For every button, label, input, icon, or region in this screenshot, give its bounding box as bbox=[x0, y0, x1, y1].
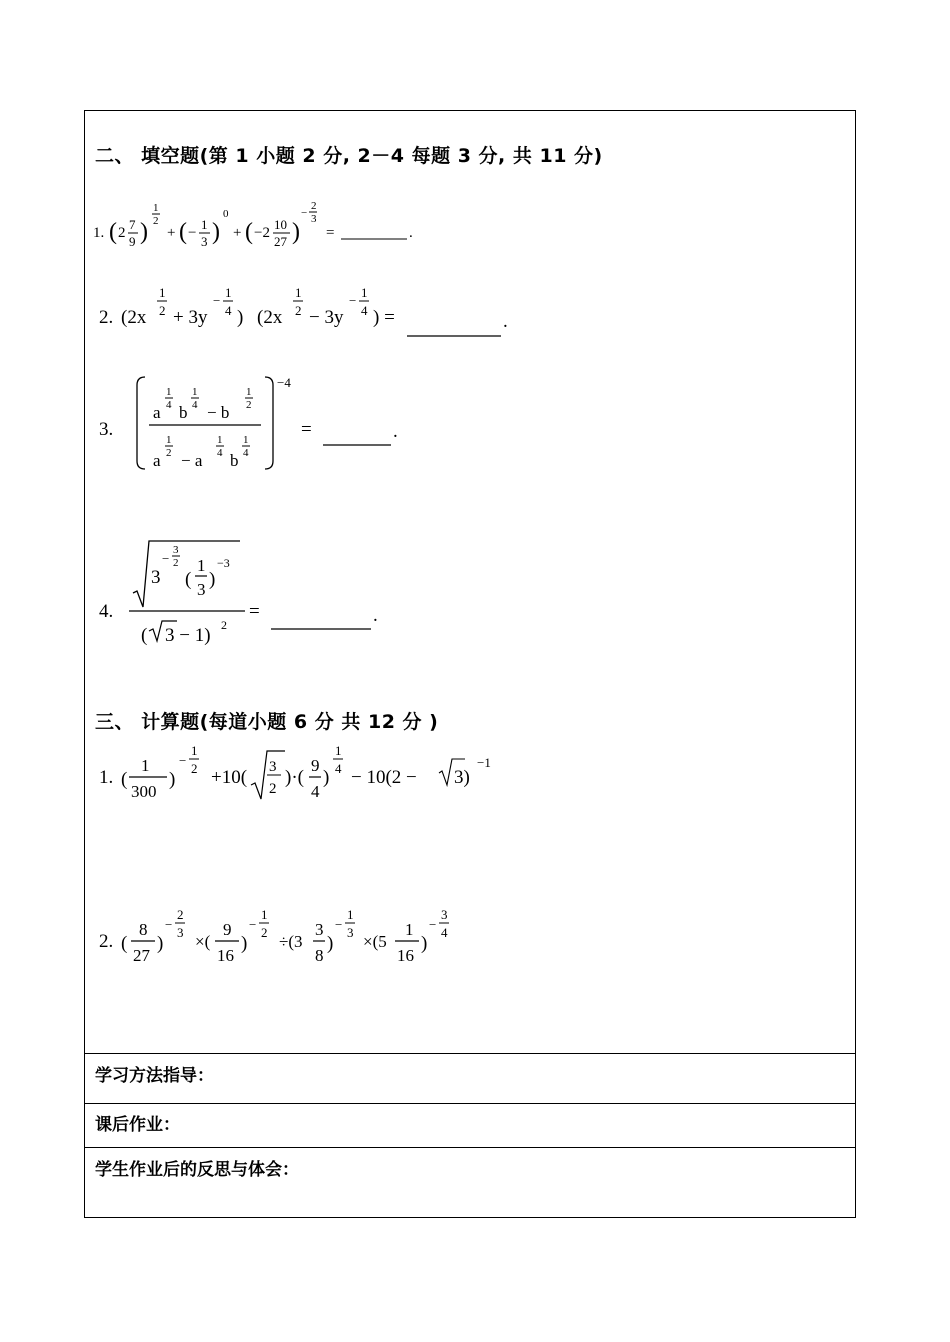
svg-text:1: 1 bbox=[192, 386, 198, 398]
svg-text:1: 1 bbox=[191, 743, 198, 758]
svg-text:8: 8 bbox=[315, 946, 324, 965]
s3-q2-equation bbox=[99, 901, 499, 973]
divider-reflection bbox=[85, 1147, 855, 1148]
svg-text:1: 1 bbox=[153, 202, 159, 214]
svg-text:(2x: (2x bbox=[257, 307, 283, 328]
svg-text:1: 1 bbox=[166, 386, 172, 398]
svg-text:2: 2 bbox=[295, 303, 302, 318]
svg-text:27: 27 bbox=[133, 946, 150, 965]
svg-text:−: − bbox=[213, 293, 221, 308]
svg-text:+: + bbox=[167, 225, 176, 241]
svg-text:1: 1 bbox=[347, 907, 354, 922]
svg-text:1: 1 bbox=[246, 386, 252, 398]
svg-text:1: 1 bbox=[335, 743, 342, 758]
svg-text:): ) bbox=[157, 933, 164, 954]
svg-text:3: 3 bbox=[201, 234, 208, 249]
svg-text:a: a bbox=[153, 451, 161, 470]
svg-text:4: 4 bbox=[441, 925, 448, 940]
svg-text:(: ( bbox=[141, 625, 148, 646]
svg-text:−: − bbox=[349, 293, 357, 308]
s3-q1-number: 1. bbox=[99, 767, 114, 788]
svg-text:4: 4 bbox=[166, 399, 172, 411]
svg-text:): ) bbox=[323, 767, 330, 788]
s3-q1-equation bbox=[99, 737, 579, 807]
svg-text:4: 4 bbox=[335, 761, 342, 776]
svg-text:− b: − b bbox=[207, 403, 230, 422]
s2-q4-equation bbox=[99, 535, 419, 650]
svg-text:−: − bbox=[162, 551, 170, 566]
svg-text:(: ( bbox=[121, 769, 128, 790]
svg-text:): ) bbox=[212, 219, 220, 245]
svg-text:): ) bbox=[140, 219, 148, 245]
s3-q2-number: 2. bbox=[99, 931, 114, 952]
svg-text:=: = bbox=[326, 225, 335, 241]
svg-text:− 3y: − 3y bbox=[309, 307, 344, 328]
worksheet-frame bbox=[84, 110, 856, 1218]
svg-text:9: 9 bbox=[311, 756, 320, 775]
svg-text:3: 3 bbox=[441, 907, 448, 922]
svg-text:−: − bbox=[188, 225, 197, 241]
svg-text:÷(3: ÷(3 bbox=[279, 932, 303, 951]
svg-text:=: = bbox=[249, 601, 260, 622]
svg-text:3: 3 bbox=[347, 925, 354, 940]
svg-text:+10(: +10( bbox=[211, 767, 248, 788]
svg-text:1: 1 bbox=[225, 285, 232, 300]
svg-text:): ) bbox=[292, 219, 300, 245]
svg-text:.: . bbox=[373, 605, 378, 626]
svg-text:16: 16 bbox=[217, 946, 234, 965]
svg-text:27: 27 bbox=[274, 234, 287, 249]
svg-text:1: 1 bbox=[159, 285, 166, 300]
svg-text:1: 1 bbox=[217, 434, 223, 446]
svg-text:1: 1 bbox=[141, 756, 150, 775]
svg-text:3: 3 bbox=[315, 920, 324, 939]
svg-text:2: 2 bbox=[191, 761, 198, 776]
svg-text:2: 2 bbox=[269, 781, 277, 797]
svg-text:−: − bbox=[179, 753, 187, 768]
section3-heading: 三、 计算题(每道小题 6 分 共 12 分 ) bbox=[95, 711, 439, 733]
svg-text:): ) bbox=[237, 307, 244, 328]
svg-text:(: ( bbox=[179, 219, 187, 245]
svg-text:b: b bbox=[179, 403, 188, 422]
svg-text:−4: −4 bbox=[277, 375, 291, 390]
svg-text:8: 8 bbox=[139, 920, 148, 939]
svg-text:+ 3y: + 3y bbox=[173, 307, 208, 328]
svg-text:b: b bbox=[230, 451, 239, 470]
svg-text:×(: ×( bbox=[195, 932, 211, 951]
svg-text:) =: ) = bbox=[373, 307, 395, 328]
svg-text:4: 4 bbox=[361, 303, 368, 318]
svg-text:3: 3 bbox=[311, 213, 317, 225]
svg-text:300: 300 bbox=[131, 782, 157, 801]
s2-q2-number: 2. bbox=[99, 307, 114, 328]
svg-text:3: 3 bbox=[197, 580, 206, 599]
svg-text:2: 2 bbox=[118, 225, 126, 241]
svg-text:): ) bbox=[209, 569, 216, 590]
svg-text:2: 2 bbox=[221, 618, 227, 632]
svg-text:): ) bbox=[421, 933, 428, 954]
svg-text:−1: −1 bbox=[477, 755, 491, 770]
method-guide-label: 学习方法指导： bbox=[95, 1066, 214, 1086]
svg-text:.: . bbox=[409, 225, 413, 241]
svg-text:(2x: (2x bbox=[121, 307, 147, 328]
svg-text:+: + bbox=[233, 225, 242, 241]
svg-text:1: 1 bbox=[295, 285, 302, 300]
svg-text:2: 2 bbox=[153, 215, 159, 227]
svg-text:)·(: )·( bbox=[285, 767, 304, 788]
s2-q4-number: 4. bbox=[99, 601, 114, 622]
svg-text:4: 4 bbox=[225, 303, 232, 318]
svg-text:3: 3 bbox=[269, 759, 277, 775]
svg-text:1: 1 bbox=[197, 556, 206, 575]
svg-text:−: − bbox=[429, 917, 437, 932]
svg-text:1: 1 bbox=[361, 285, 368, 300]
divider-homework bbox=[85, 1103, 855, 1104]
svg-text:10: 10 bbox=[274, 217, 287, 232]
homework-label: 课后作业： bbox=[95, 1115, 180, 1135]
s2-q3-equation bbox=[99, 373, 419, 478]
svg-text:−3: −3 bbox=[217, 556, 230, 570]
svg-text:(: ( bbox=[185, 569, 192, 590]
svg-text:4: 4 bbox=[311, 782, 320, 801]
svg-text:2: 2 bbox=[177, 907, 184, 922]
svg-text:2: 2 bbox=[311, 200, 317, 212]
divider-method bbox=[85, 1053, 855, 1054]
svg-text:−: − bbox=[165, 917, 173, 932]
s2-q1-equation bbox=[93, 199, 433, 259]
svg-text:3: 3 bbox=[177, 925, 184, 940]
svg-text:1: 1 bbox=[261, 907, 268, 922]
svg-text:(: ( bbox=[109, 219, 117, 245]
reflection-label: 学生作业后的反思与体会： bbox=[95, 1160, 299, 1180]
svg-text:(: ( bbox=[245, 219, 253, 245]
svg-text:9: 9 bbox=[223, 920, 232, 939]
svg-text:1: 1 bbox=[243, 434, 249, 446]
svg-text:7: 7 bbox=[129, 217, 136, 232]
svg-text:−: − bbox=[249, 917, 257, 932]
svg-text:): ) bbox=[327, 933, 334, 954]
svg-text:1: 1 bbox=[201, 217, 208, 232]
svg-text:− 10(2 −: − 10(2 − bbox=[351, 767, 417, 788]
svg-text:3: 3 bbox=[173, 544, 179, 556]
s2-q1-number: 1. bbox=[93, 225, 105, 241]
svg-text:−: − bbox=[335, 917, 343, 932]
svg-text:): ) bbox=[241, 933, 248, 954]
svg-text:2: 2 bbox=[246, 399, 252, 411]
section2-heading: 二、 填空题(第 1 小题 2 分, 2－4 每题 3 分, 共 11 分) bbox=[95, 145, 603, 167]
svg-text:3: 3 bbox=[151, 567, 161, 588]
svg-text:×(5: ×(5 bbox=[363, 932, 387, 951]
svg-text:.: . bbox=[393, 421, 398, 442]
svg-text:2: 2 bbox=[261, 925, 268, 940]
s2-q3-number: 3. bbox=[99, 419, 114, 440]
svg-text:1: 1 bbox=[405, 920, 414, 939]
svg-text:3 − 1): 3 − 1) bbox=[165, 625, 211, 646]
svg-text:2: 2 bbox=[173, 557, 179, 569]
svg-text:3): 3) bbox=[454, 767, 470, 788]
svg-text:−2: −2 bbox=[254, 225, 270, 241]
svg-text:4: 4 bbox=[192, 399, 198, 411]
s2-q2-equation bbox=[99, 281, 519, 341]
svg-text:): ) bbox=[169, 769, 176, 790]
svg-text:−: − bbox=[301, 207, 308, 219]
svg-text:2: 2 bbox=[166, 447, 172, 459]
svg-text:9: 9 bbox=[129, 234, 136, 249]
svg-text:2: 2 bbox=[159, 303, 166, 318]
svg-text:4: 4 bbox=[217, 447, 223, 459]
svg-text:4: 4 bbox=[243, 447, 249, 459]
svg-text:0: 0 bbox=[223, 208, 229, 220]
svg-text:=: = bbox=[301, 419, 312, 440]
svg-text:(: ( bbox=[121, 933, 128, 954]
svg-text:− a: − a bbox=[181, 451, 203, 470]
svg-text:a: a bbox=[153, 403, 161, 422]
svg-text:1: 1 bbox=[166, 434, 172, 446]
svg-text:16: 16 bbox=[397, 946, 414, 965]
svg-text:.: . bbox=[503, 311, 508, 332]
